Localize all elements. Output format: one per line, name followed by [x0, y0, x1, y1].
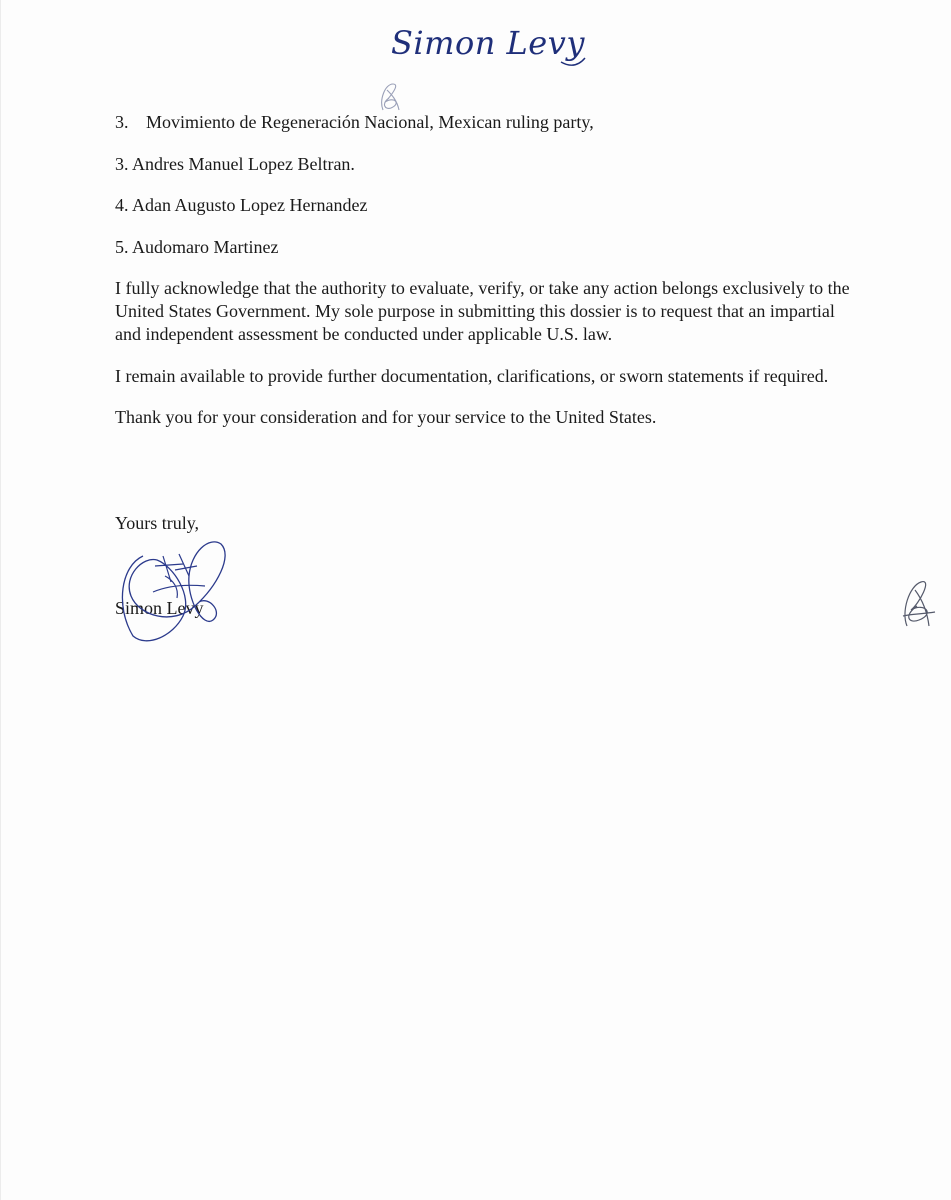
- list-item-text: Movimiento de Regeneración Nacional, Mexican ruling party,: [146, 112, 594, 132]
- letterhead-logo: [361, 16, 621, 76]
- list-item: 5. Audomaro Martinez: [115, 236, 279, 257]
- letterhead-logo-graphic: [361, 16, 621, 76]
- letterhead-name: Simon Levy: [391, 24, 585, 62]
- letter-body: [115, 111, 855, 448]
- initials-mark-icon: [375, 80, 405, 114]
- closing-salutation: Yours truly,: [115, 513, 200, 533]
- paragraph-available: I remain available to provide further documentation, clarifications, or sworn statements if required.: [115, 365, 829, 386]
- paragraph-authority: I fully acknowledge that the authority to evaluate, verify, or take any action belongs exclusively to the United States Government. My sole purpose in submitting this dossier is to request that an impartial and independent assessment be conducted under applicable U.S. law.: [115, 278, 850, 344]
- list-item-number: 3.: [115, 112, 129, 132]
- list-item: 4. Adan Augusto Lopez Hernandez: [115, 195, 368, 215]
- paragraph-thanks: Thank you for your consideration and for your service to the United States.: [115, 407, 657, 427]
- handwritten-signature-icon: [113, 536, 243, 648]
- list-item: 3. Andres Manuel Lopez Beltran.: [115, 153, 355, 174]
- signer-name: Simon Levy: [115, 598, 204, 618]
- list-item: [115, 111, 855, 134]
- margin-initials-icon: [897, 576, 939, 632]
